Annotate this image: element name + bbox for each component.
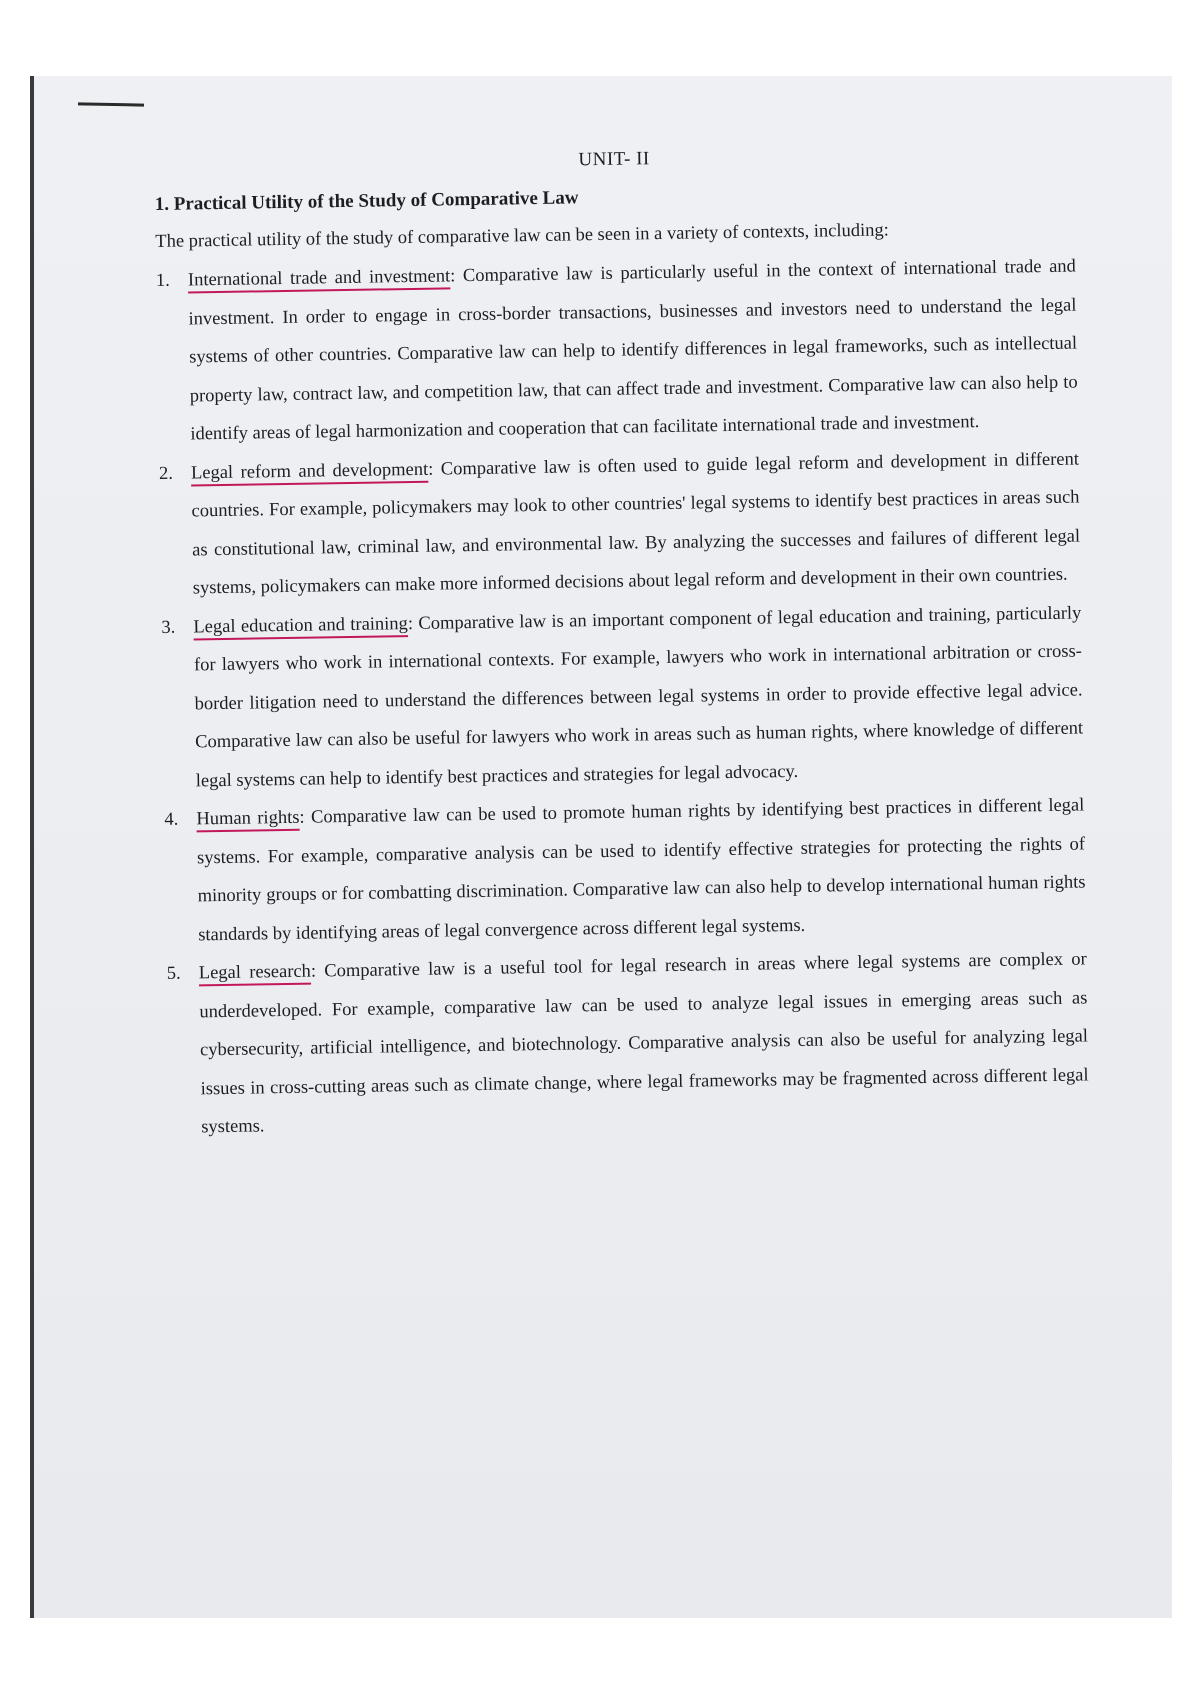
list-item-legal-research [167,940,1090,1147]
page-content [154,142,1089,1148]
utility-list [156,248,1090,1148]
unit-title: UNIT- II [578,148,650,171]
list-item-text: Comparative law is a useful tool for legal research in areas where legal systems are complex or underdeveloped. For example, comparative law can be used to analyze legal issues in emerging areas such as cybersecurity, artificial intelligence, and biotechnology. Comparative analysis can also be useful for analyzing legal issues in cross-cutting areas such as climate change, where legal frameworks may be fragmented across different legal systems. [199,949,1089,1138]
list-item-text: Comparative law can be used to promote human rights by identifying best practices in different legal systems. For example, comparative analysis can be used to identify effective strategies for protecting the rights of minority groups or for combatting discrimination. Comparative law can also help to develop international human rights standards by identifying areas of legal convergence across different legal systems. [196,795,1086,945]
list-item-text: Comparative law is particularly useful in the context of international trade and investment. In order to engage in cross-border transactions, businesses and investors need to understand the legal systems of other countries. Comparative law can help to identify differences in legal frameworks, such as intellectual property law, contract law, and competition law, that can affect trade and investment. Comparative law can also help to identify areas of legal harmonization and cooperation that can facilitate international trade and investment. [188,256,1078,445]
list-item-term: Human rights [196,807,300,830]
list-item-term: Legal reform and development [190,459,429,483]
list-item-term: International trade and investment [187,266,451,291]
list-item-term: Legal education and training [193,613,409,637]
list-item-number: 4. [164,809,179,830]
list-item-number: 3. [161,617,176,638]
list-item-human-rights [164,786,1086,954]
list-item-separator: : [427,459,434,480]
list-item-international-trade [156,248,1079,455]
list-item-separator: : [407,613,414,634]
list-item-number: 5. [166,963,181,984]
list-item-number: 2. [158,463,174,484]
margin-pen-mark [78,102,144,106]
list-item-text: Comparative law is an important component of legal education and training, particularly for lawyers who work in international contexts. For example, lawyers who work in international arbitration or cross-border litigation need to understand the differences between legal systems in order to provide effective legal advice. Comparative law can also be useful for lawyers who work in areas such as human rights, where knowledge of different legal systems can help to identify best practices and strategies for legal advocacy. [193,602,1084,791]
list-item-term: Legal research [198,961,312,984]
document-page [30,76,1172,1618]
list-item-legal-education [161,594,1084,801]
list-item-separator: : [450,266,456,287]
section-heading: 1. Practical Utility of the Study of Comparative Law [154,187,579,215]
list-item-separator: : [310,961,317,982]
list-item-separator: : [299,807,305,828]
intro-paragraph: The practical utility of the study of comparative law can be seen in a variety of contexts, including: [155,220,890,252]
list-item-legal-reform [159,440,1081,608]
list-item-number: 1. [155,270,170,291]
list-item-text: Comparative law is often used to guide legal reform and development in different countries. For example, policymakers may look to other countries' legal systems to identify best practices in areas such as constitutional law, criminal law, and environmental law. By analyzing the successes and failures of different legal systems, policymakers can make more informed decisions about legal reform and development in their own countries. [191,449,1081,599]
